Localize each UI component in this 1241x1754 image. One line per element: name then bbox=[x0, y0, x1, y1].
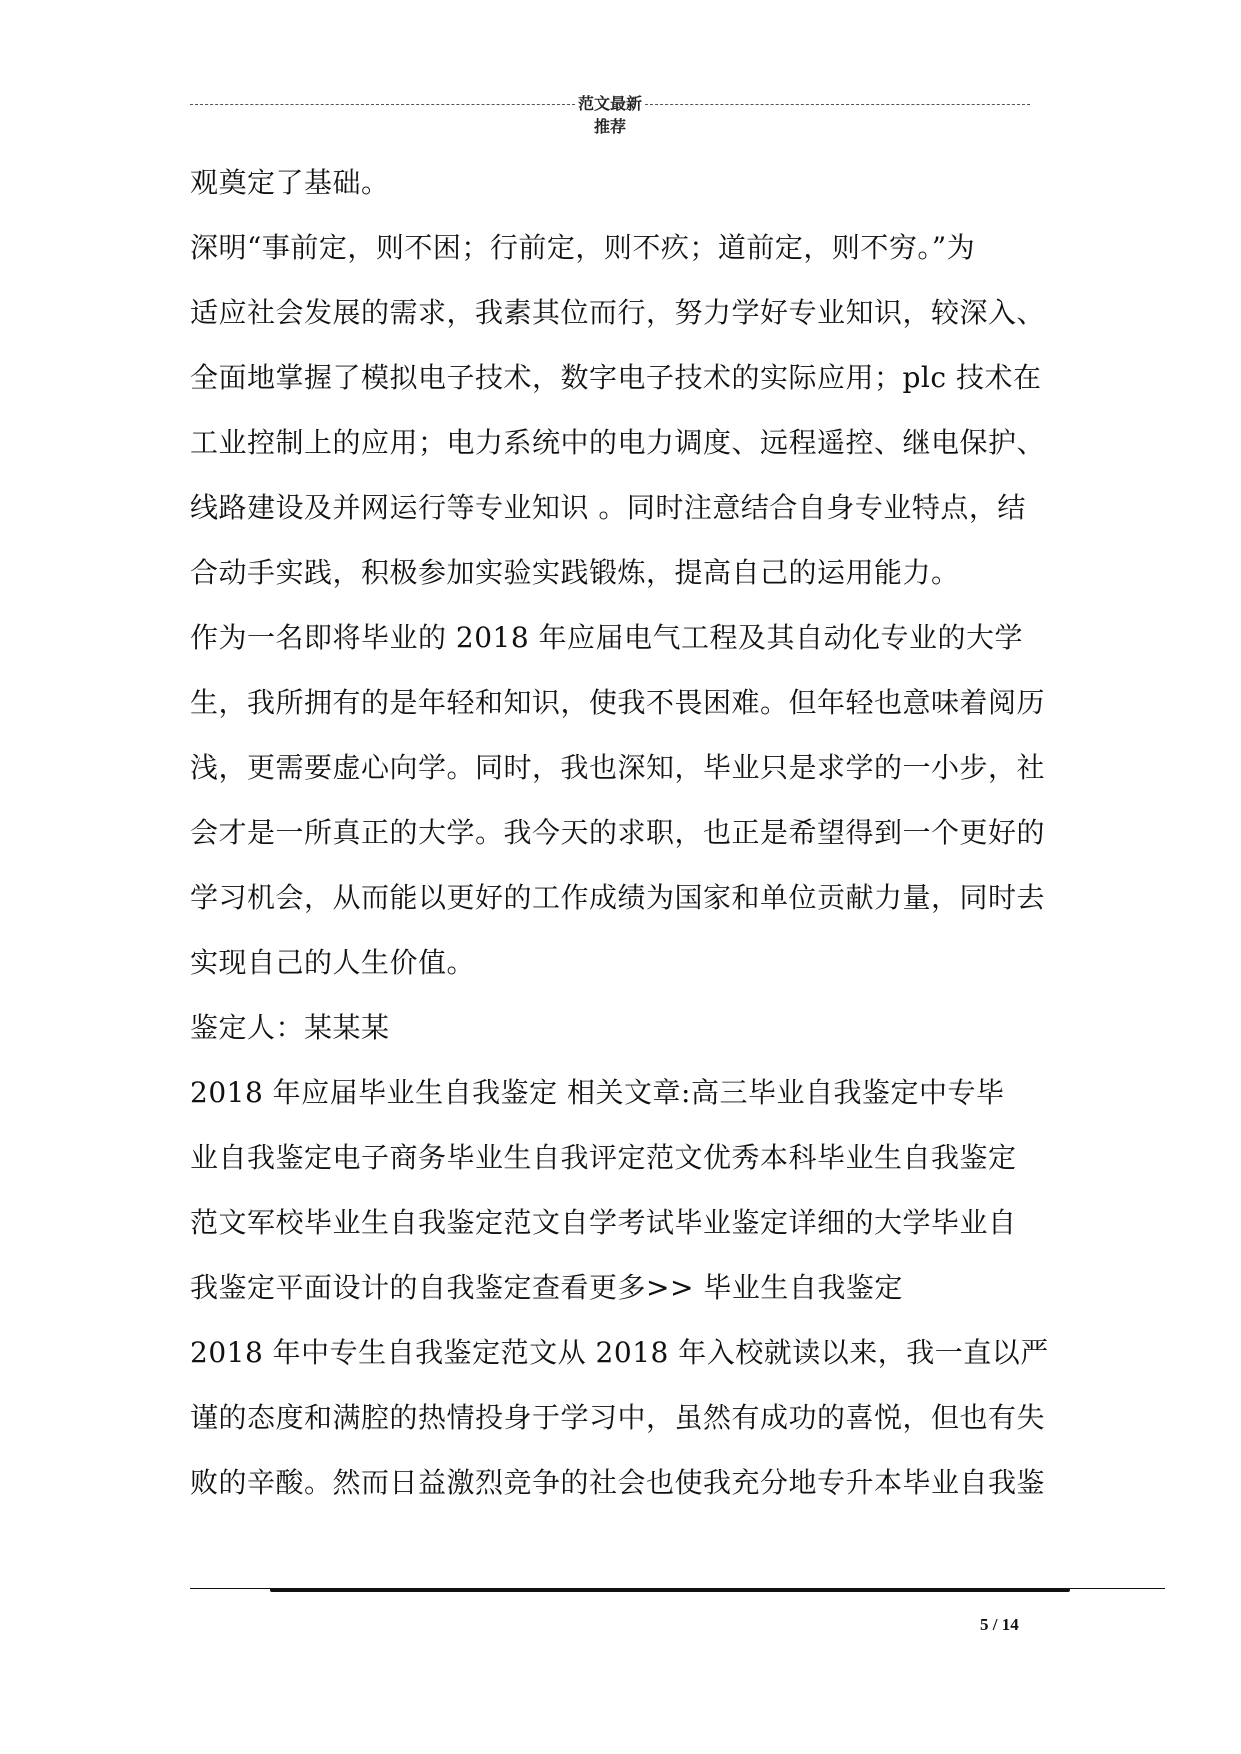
document-body bbox=[190, 150, 1050, 1515]
footer-rule bbox=[190, 1588, 1165, 1592]
paragraph-2: 深明“事前定，则不困；行前定，则不疚；道前定，则不穷。”为 适应社会发展的需求，我素其位而行，努力学好专业知识，较深入、 全面地掌握了模拟电子技术，数字电子技术的实际应用；plc 技术在 工业控制上的应用；电力系统中的电力调度、远程遥控、继电保护、 线路建设及并网运行等专业知识 。同时注意结合自身专业特点，结 合动手实践，积极参加实验实践锻炼，提高自己的运用能力。 bbox=[190, 231, 1046, 589]
paragraph-3: 作为一名即将毕业的 2018 年应届电气工程及其自动化专业的大学 生，我所拥有的是年轻和知识，使我不畏困难。但年轻也意味着阅历 浅，更需要虚心向学。同时，我也深知，毕业只是求学的一小步，社 会才是一所真正的大学。我今天的求职，也正是希望得到一个更好的 学习机会，从而能以更好的工作成绩为国家和单位贡献力量，同时去 实现自己的人生价值。 bbox=[190, 621, 1046, 979]
header-rule-right bbox=[645, 104, 1030, 105]
paragraph-4: 鉴定人：某某某 bbox=[190, 1011, 390, 1044]
footer-rule-thick bbox=[270, 1588, 1070, 1592]
paragraph-5: 2018 年应届毕业生自我鉴定 相关文章:高三毕业自我鉴定中专毕 业自我鉴定电子商务毕业生自我评定范文优秀本科毕业生自我鉴定 范文军校毕业生自我鉴定范文自学考试毕业鉴定详细的大学毕业自 我鉴定平面设计的自我鉴定查看更多>> 毕业生自我鉴定 bbox=[190, 1076, 1017, 1304]
paragraph-6: 2018 年中专生自我鉴定范文从 2018 年入校就读以来，我一直以严 谨的态度和满腔的热情投身于学习中，虽然有成功的喜悦，但也有失 败的辛酸。然而日益激烈竞争的社会也使我充分地专升本毕业自我鉴 bbox=[190, 1336, 1049, 1499]
paragraph-1: 观奠定了基础。 bbox=[190, 166, 390, 199]
header-title: 范文最新推荐 bbox=[577, 96, 642, 136]
page-header bbox=[190, 88, 1030, 136]
page-number: 5 / 14 bbox=[980, 1615, 1019, 1634]
header-rule-left bbox=[190, 104, 575, 105]
